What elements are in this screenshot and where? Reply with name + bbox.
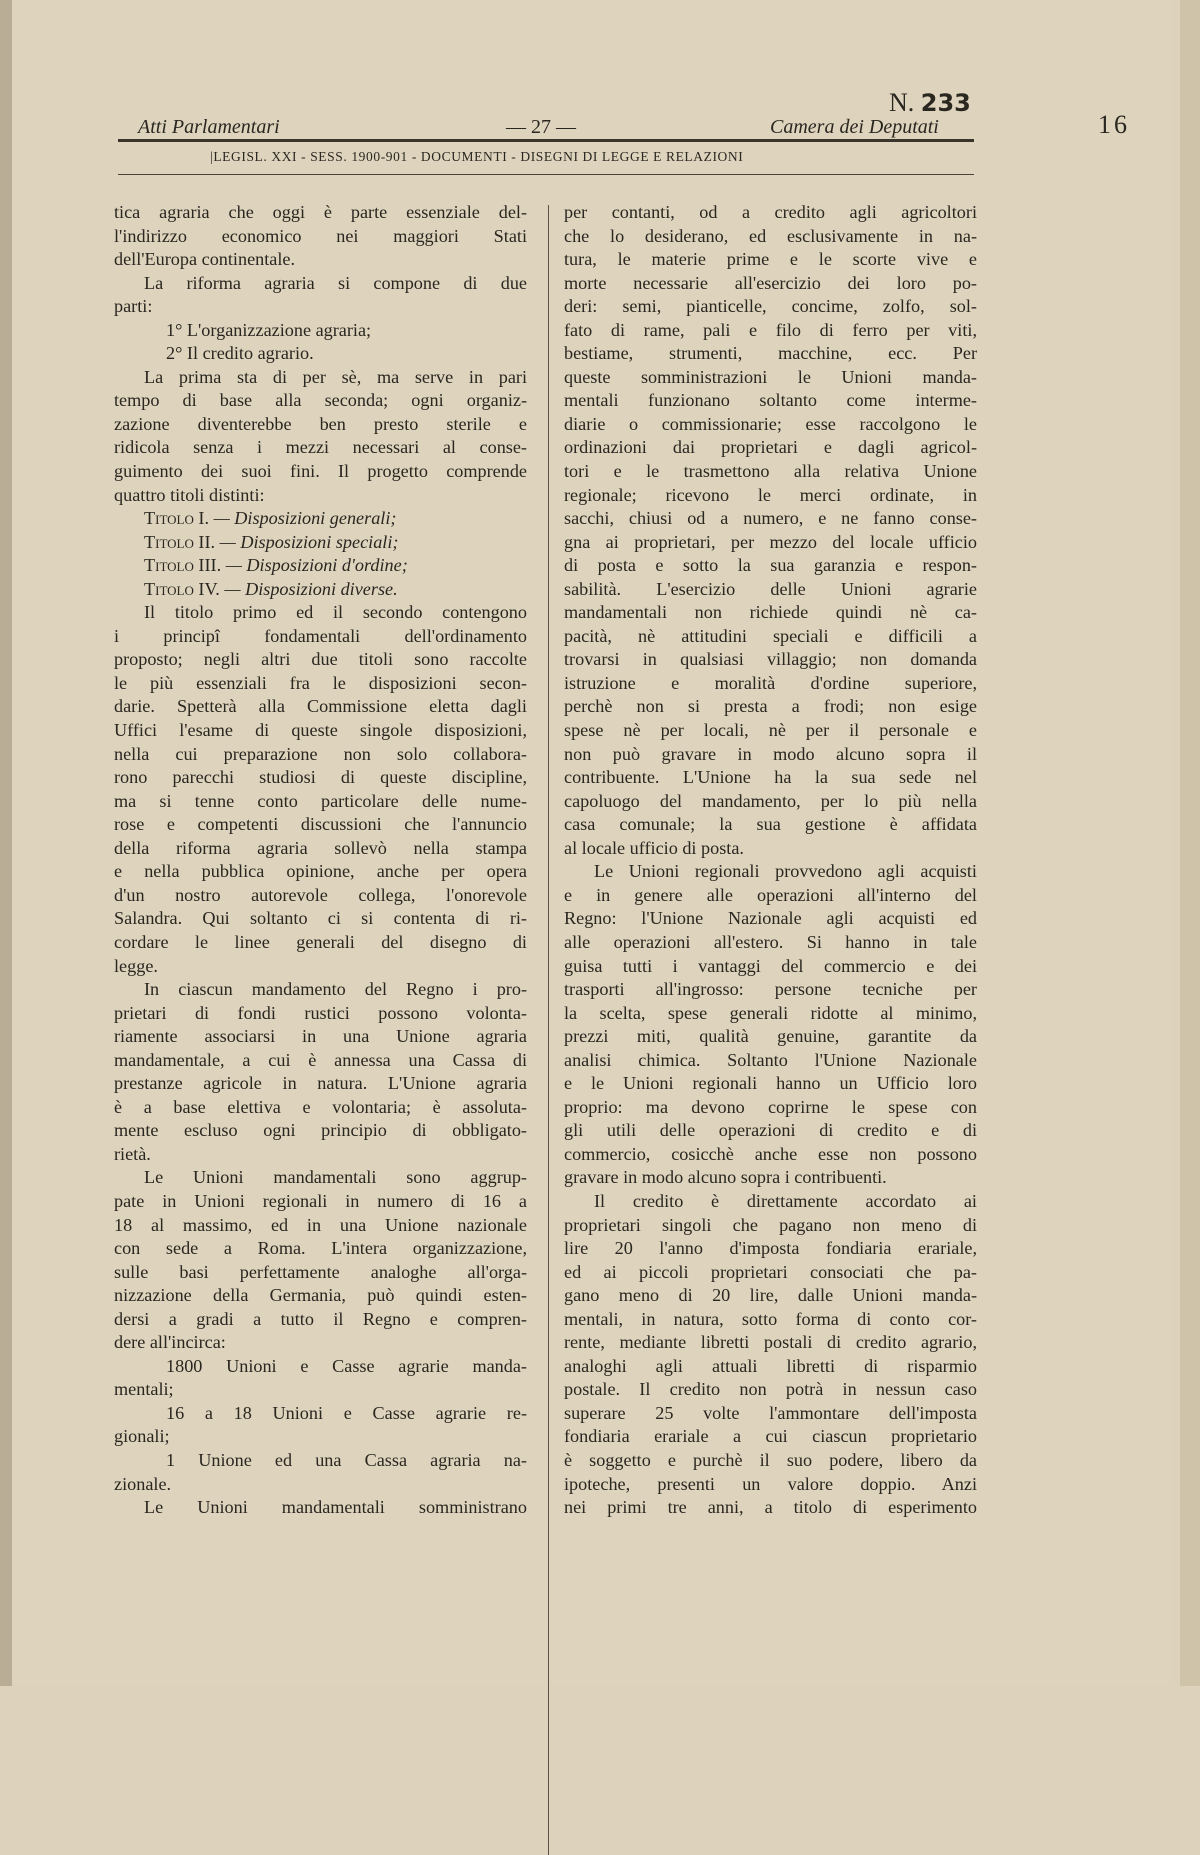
document-number-value: 233 [920,89,971,117]
text-line: tica agraria che oggi è parte essenziale del- [114,202,527,222]
paragraph [564,201,977,860]
text-line: zazione diventerebbe ben presto sterile e [114,413,527,434]
text-line: gano meno di 20 lire, dalle Unioni manda- [564,1285,977,1306]
text-line: prietari di fondi rustici possono volonta- [114,1002,527,1023]
text-line: La prima sta di per sè, ma serve in pari [144,366,527,387]
text-line: ipoteche, presenti un valore doppio. Anzi [564,1473,977,1494]
text-line: legge. [114,955,158,976]
book-spine [0,0,12,1686]
list-item: 1800 Unioni e Casse agrarie manda- [166,1355,527,1376]
text-line: mentali funzionano soltanto come interme- [564,390,977,411]
text-line: contribuente. L'Unione ha la sua sede nel [564,767,977,788]
paragraph [114,1496,527,1520]
text-line: morte necessarie all'esercizio dei loro po- [564,272,977,293]
text-line: le più essenziali fra le disposizioni secon- [114,672,527,693]
text-line: tura, le materie prime e le scorte vive e [564,249,977,270]
text-line: dell'Europa continentale. [114,249,296,270]
page-edge [1180,0,1200,1686]
text-line: rietà. [114,1143,151,1164]
text-line: è a base elettiva e volontaria; è assoluta- [114,1096,527,1117]
text-line: sacchi, chiusi od a numero, e ne fanno conse- [564,508,977,529]
text-line: della riforma agraria sollevò nella stampa [114,837,527,858]
text-line: ridicola senza i mezzi necessari al conse- [114,437,527,458]
paragraph [114,978,527,1166]
text-line: bestiame, strumenti, macchine, ecc. Per [564,343,977,364]
side-number: 16 [1098,110,1130,139]
header-rule-thin [118,174,974,175]
column-divider [548,205,549,1855]
text-line: casa comunale; la sua gestione è affidata [564,814,977,835]
text-line: gravare in modo alcuno sopra i contribuenti. [564,1167,887,1188]
text-line: rente, mediante libretti postali di credito agrario, [564,1332,977,1353]
list [114,1355,527,1496]
text-line: non può gravare in modo alcuno sopra il [564,743,977,764]
text-line: prezzi miti, qualità genuine, garantite da [564,1026,977,1047]
header-rule [118,139,974,142]
text-line: al locale ufficio di posta. [564,837,744,858]
page-number: — 27 — [506,116,576,138]
text-line: con sede a Roma. L'intera organizzazione, [114,1238,527,1259]
paragraph [564,860,977,1190]
list-item: zionale. [114,1473,172,1494]
list-item: Titolo III. — Disposizioni d'ordine; [144,555,408,576]
text-line: diarie o commissionarie; esse raccolgono le [564,413,977,434]
list-item: Titolo IV. — Disposizioni diverse. [144,578,398,599]
text-line: gli utili delle operazioni di credito e di [564,1120,977,1141]
text-line: Le Unioni mandamentali somministrano [144,1497,527,1518]
titoli-list [114,507,527,601]
text-line: Salandra. Qui soltanto ci si contenta di ri- [114,908,527,929]
list-item: 16 a 18 Unioni e Casse agrarie re- [166,1402,527,1423]
text-line: dersi a gradi a tutto il Regno e compren- [114,1308,527,1329]
text-line: riamente associarsi in una Unione agraria [114,1026,527,1047]
text-line: la scelta, spese generali ridotte al minimo, [564,1002,977,1023]
text-line: pate in Unioni regionali in numero di 16 a [114,1190,527,1211]
text-line: mandamentali non richiede quindi nè ca- [564,602,977,623]
text-line: ma si tenne conto particolare delle nume- [114,790,527,811]
text-line: nei primi tre anni, a titolo di esperimento [564,1497,977,1518]
document-number-prefix: N. [889,88,915,117]
text-line: mentali, in natura, sotto forma di conto cor- [564,1308,977,1329]
text-line: i principî fondamentali dell'ordinamento [114,625,527,646]
text-line: proprietari singoli che pagano non meno di [564,1214,977,1235]
paragraph [114,201,527,272]
text-line: è soggetto e purchè il suo podere, libero da [564,1449,977,1470]
text-line: postale. Il credito non potrà in nessun caso [564,1379,977,1400]
text-line: e in genere alle operazioni all'interno del [564,884,977,905]
text-line: analisi chimica. Soltanto l'Unione Nazionale [564,1049,977,1070]
text-line: regionale; ricevono le merci ordinate, in [564,484,977,505]
list [114,319,527,366]
text-line: nizzazione della Germania, può quindi esten- [114,1285,527,1306]
text-line: tempo di base alla seconda; ogni organiz- [114,390,527,411]
text-line: l'indirizzo economico nei maggiori Stati [114,225,527,246]
text-line: dere all'incirca: [114,1332,226,1353]
paragraph [114,601,527,978]
list-item: Titolo II. — Disposizioni speciali; [144,531,399,552]
text-line: cordare le linee generali del disegno di [114,931,527,952]
text-line: capoluogo del mandamento, per lo più nella [564,790,977,811]
text-line: e le Unioni regionali hanno un Ufficio loro [564,1073,977,1094]
text-line: proposto; negli altri due titoli sono raccolte [114,649,527,670]
text-line: Il credito è direttamente accordato ai [594,1190,977,1211]
text-line: sabilità. L'esercizio delle Unioni agrarie [564,578,977,599]
text-line: mandamentale, a cui è annessa una Cassa di [114,1049,527,1070]
text-line: di posta e sotto la sua garanzia e respon- [564,555,977,576]
list-item: gionali; [114,1426,170,1447]
text-line: ed ai piccoli proprietari consociati che pa- [564,1261,977,1282]
text-line: Le Unioni mandamentali sono aggrup- [144,1167,527,1188]
right-column [564,201,977,1520]
left-column [114,201,527,1520]
paragraph [114,366,527,507]
text-line: istruzione e moralità d'ordine superiore, [564,672,977,693]
text-line: sulle basi perfettamente analoghe all'orga- [114,1261,527,1282]
text-line: rono parecchi studiosi di queste discipline, [114,767,527,788]
text-line: spese nè per locali, nè per il personale e [564,720,977,741]
text-line: Regno: l'Unione Nazionale agli acquisti ed [564,908,977,929]
text-line: superare 25 volte l'ammontare dell'imposta [564,1402,977,1423]
text-line: perchè non si presta a frodi; non esige [564,696,977,717]
paragraph [114,272,527,319]
legislature-line: |LEGISL. XXI - SESS. 1900-901 - DOCUMENTI - DISEGNI DI LEGGE E RELAZIONI [210,149,744,164]
text-line: Il titolo primo ed il secondo contengono [144,602,527,623]
text-line: Le Unioni regionali provvedono agli acquisti [594,861,977,882]
text-line: proprio: ma devono coprirne le spese con [564,1096,977,1117]
header-right: Camera dei Deputati [770,116,939,138]
paragraph [564,1190,977,1520]
text-line: d'un nostro autorevole collega, l'onorevole [114,884,527,905]
text-line: 18 al massimo, ed in una Unione nazionale [114,1214,527,1235]
text-line: parti: [114,296,153,317]
text-line: analoghi agli attuali libretti di risparmio [564,1355,977,1376]
text-line: fondiaria erariale a cui ciascun proprietario [564,1426,977,1447]
text-line: queste somministrazioni le Unioni manda- [564,366,977,387]
text-line: rose e competenti discussioni che l'annuncio [114,814,527,835]
list-item: mentali; [114,1379,174,1400]
text-line: La riforma agraria si compone di due [144,272,527,293]
text-line: Uffici l'esame di queste singole disposizioni, [114,720,527,741]
text-line: deri: semi, pianticelle, concime, zolfo, sol- [564,296,977,317]
text-line: ordinazioni dai proprietari e dagli agricol- [564,437,977,458]
text-line: tori e le trasmettono alla relativa Unione [564,461,977,482]
list-item: 1 Unione ed una Cassa agraria na- [166,1449,527,1470]
text-line: fato di rame, pali e filo di ferro per viti, [564,319,977,340]
list-item: Titolo I. — Disposizioni generali; [144,508,397,529]
text-line: prestanze agricole in natura. L'Unione agraria [114,1073,527,1094]
text-line: trasporti all'ingrosso: persone tecniche per [564,979,977,1000]
text-line: guimento dei suoi fini. Il progetto comprende [114,461,527,482]
text-line: guisa tutti i vantaggi del commercio e dei [564,955,977,976]
text-line: e nella pubblica opinione, anche per opera [114,861,527,882]
text-line: trovarsi in qualsiasi villaggio; non domanda [564,649,977,670]
text-line: che lo desiderano, ed esclusivamente in na- [564,225,977,246]
text-line: lire 20 l'anno d'imposta fondiaria erariale, [564,1238,977,1259]
paragraph [114,1166,527,1354]
text-line: nella cui preparazione non solo collabora- [114,743,527,764]
list-item: 1° L'organizzazione agraria; [166,319,372,340]
list-item: 2° Il credito agrario. [166,343,314,364]
text-line: quattro titoli distinti: [114,484,265,505]
header-left: Atti Parlamentari [138,116,280,138]
text-line: darie. Spetterà alla Commissione eletta dagli [114,696,527,717]
text-line: alle operazioni all'estero. Si hanno in tale [564,931,977,952]
text-line: gna ai proprietari, per mezzo del locale ufficio [564,531,977,552]
text-line: In ciascun mandamento del Regno i pro- [144,979,527,1000]
text-line: commercio, cosicchè anche esse non possono [564,1143,977,1164]
text-line: per contanti, od a credito agli agricoltori [564,202,977,222]
text-line: pacità, nè attitudini speciali e difficili a [564,625,977,646]
text-line: mente escluso ogni principio di obbligato- [114,1120,527,1141]
